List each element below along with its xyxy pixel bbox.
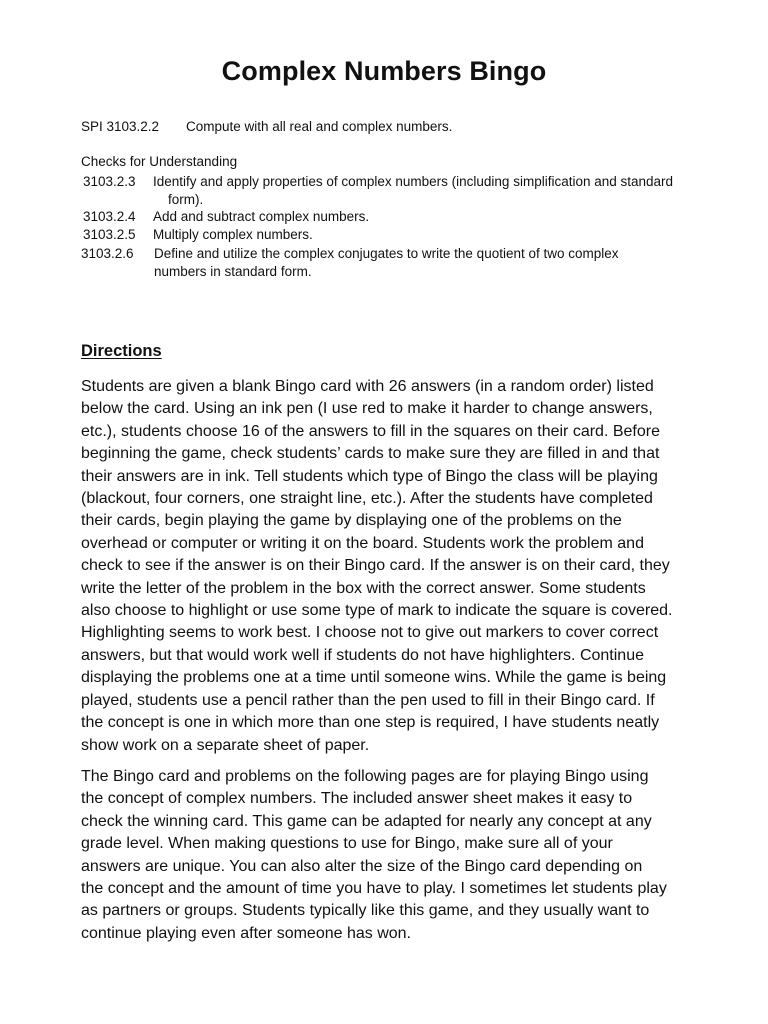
check-item xyxy=(83,173,703,209)
paragraph-line: below the card. Using an ink pen (I use red to make it harder to change answers, xyxy=(81,400,653,418)
paragraph-line: Students are given a blank Bingo card with 26 answers (in a random order) listed xyxy=(81,378,654,395)
paragraph-line: grade level. When making questions to use for Bingo, make sure all of your xyxy=(81,835,613,853)
checks-heading: Checks for Understanding xyxy=(81,154,238,169)
page-title: Complex Numbers Bingo xyxy=(221,56,547,86)
paragraph-line: etc.), students choose 16 of the answers to fill in the squares on their card. Before xyxy=(81,422,660,440)
check-line: Multiply complex numbers. xyxy=(153,227,313,242)
paragraph-line: their answers are in ink. Tell students which type of Bingo the class will be playing xyxy=(81,467,658,485)
paragraph-line: write the letter of the problem in the box with the correct answer. Some students xyxy=(81,579,646,597)
check-line: Identify and apply properties of complex numbers (including simplification and standard xyxy=(153,174,674,189)
check-code: 3103.2.6 xyxy=(81,246,134,261)
paragraph-line: answers are unique. You can also alter the size of the Bingo card depending on xyxy=(81,857,643,875)
check-line: Add and subtract complex numbers. xyxy=(153,209,370,224)
check-item xyxy=(83,208,703,226)
paragraph-line: Highlighting seems to work best. I choose not to give out markers to cover correct xyxy=(81,624,659,642)
paragraph-line: beginning the game, check students’ cards to make sure they are filled in and that xyxy=(81,445,660,463)
spi-text: Compute with all real and complex numbers. xyxy=(186,119,453,134)
check-line: form). xyxy=(168,192,204,207)
paragraph-line: played, students use a pencil rather than the pen used to fill in their Bingo card. If xyxy=(81,691,655,709)
paragraph-line: check the winning card. This game can be adapted for nearly any concept at any xyxy=(81,812,652,830)
paragraph-line: the concept is one in which more than one step is required, I have students neatly xyxy=(81,714,660,732)
check-description xyxy=(153,226,713,244)
check-description xyxy=(154,245,714,281)
paragraph-line: The Bingo card and problems on the following pages are for playing Bingo using xyxy=(81,768,649,785)
paragraph-line: (blackout, four corners, one straight line, etc.). After the students have completed xyxy=(81,490,653,508)
paragraph-line: their cards, begin playing the game by displaying one of the problems on the xyxy=(81,512,622,530)
paragraph-line: as partners or groups. Students typically like this game, and they usually want to xyxy=(81,902,650,920)
check-item xyxy=(81,245,701,281)
check-code: 3103.2.3 xyxy=(83,174,136,189)
check-item xyxy=(83,226,703,244)
paragraph-line: the concept and the amount of time you have to play. I sometimes let students play xyxy=(81,880,667,898)
spi-code: SPI 3103.2.2 xyxy=(81,119,160,134)
paragraph-line: displaying the problems one at a time until someone wins. While the game is being xyxy=(81,669,667,687)
spi-standard xyxy=(81,118,452,136)
check-line: numbers in standard form. xyxy=(154,264,312,279)
check-code: 3103.2.5 xyxy=(83,227,136,242)
paragraph-line: the concept of complex numbers. The included answer sheet makes it easy to xyxy=(81,790,633,808)
paragraph-line: show work on a separate sheet of paper. xyxy=(81,736,370,754)
paragraph-line: continue playing even after someone has won. xyxy=(81,924,411,942)
paragraph-line: also choose to highlight or use some type of mark to indicate the square is covered. xyxy=(81,602,673,620)
directions-paragraph-2 xyxy=(81,766,693,945)
directions-paragraph-1 xyxy=(81,376,693,757)
paragraph-line: overhead or computer or writing it on the board. Students work the problem and xyxy=(81,534,644,552)
check-code: 3103.2.4 xyxy=(83,209,136,224)
directions-heading: Directions xyxy=(81,342,162,360)
check-description xyxy=(153,208,713,226)
check-description xyxy=(153,173,713,209)
check-line: Define and utilize the complex conjugates to write the quotient of two complex xyxy=(154,246,619,261)
paragraph-line: check to see if the answer is on their Bingo card. If the answer is on their card, they xyxy=(81,557,670,575)
paragraph-line: answers, but that would work well if students do not have highlighters. Continue xyxy=(81,646,644,664)
